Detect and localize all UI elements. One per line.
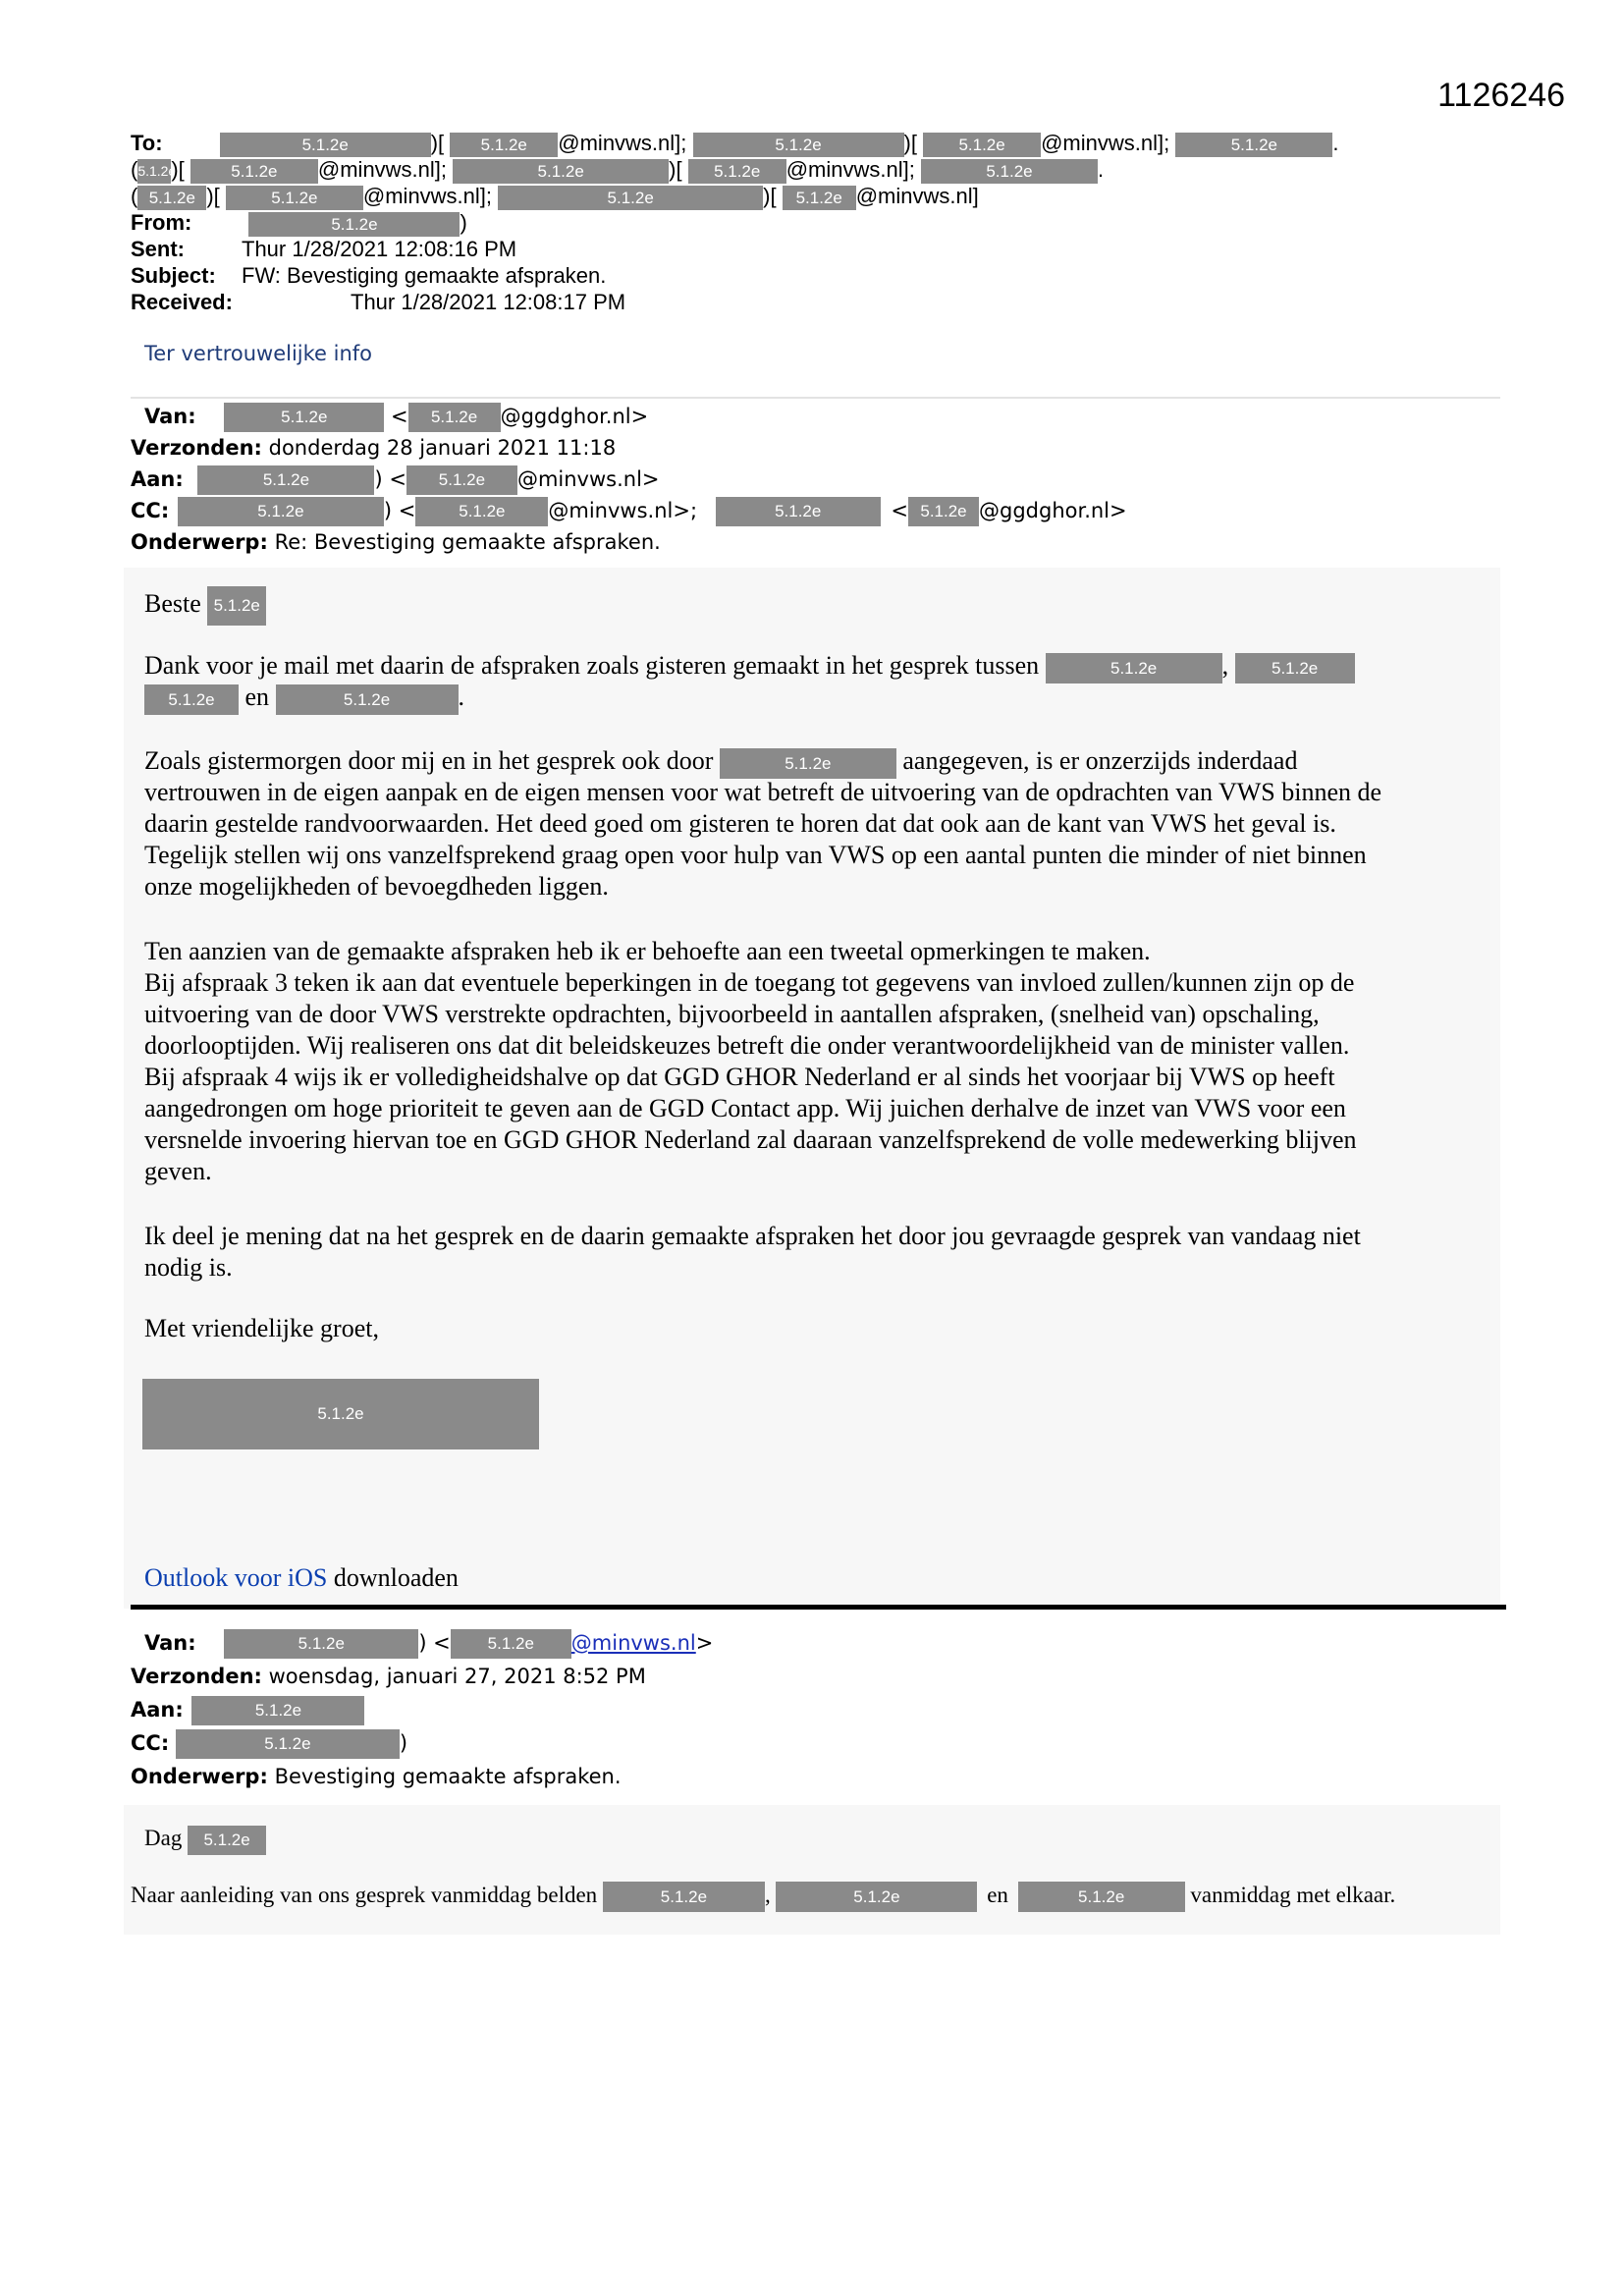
outer-to-line-1: To: 5.1.2e )[ 5.1.2e @minvws.nl]; 5.1.2e )[ 5.1.2e @minvws.nl]; 5.1.2e .	[131, 131, 1339, 155]
redaction: 5.1.2e	[226, 186, 363, 210]
msg2-aan-line	[131, 1694, 364, 1726]
redaction: 5.1.2e	[415, 497, 548, 526]
redaction: 5.1.2e	[1018, 1882, 1185, 1912]
text-line: Ik deel je mening dat na het gesprek en de daarin gemaakte afspraken het door jou gevraagde gesprek van vandaag niet	[144, 1222, 1361, 1250]
redaction: 5.1.2e	[197, 465, 374, 495]
outer-subject-line	[131, 262, 607, 289]
redaction: 5.1.2e	[276, 684, 459, 715]
text-line: Ten aanzien van de gemaakte afspraken heb ik er behoefte aan een tweetal opmerkingen te maken.	[144, 937, 1151, 965]
p2-text-a: Zoals gistermorgen door mij en in het gesprek ook door	[144, 746, 714, 775]
received-label: Received:	[131, 290, 233, 314]
text-line: Bij afspraak 3 teken ik aan dat eventuele beperkingen in de toegang tot gegevens van invloed zullen/kunnen zijn op de	[144, 968, 1355, 997]
redaction: 5.1.2e	[783, 186, 856, 210]
outlook-ios-link[interactable]: Outlook voor iOS	[144, 1563, 328, 1592]
redaction: 5.1.2e	[137, 159, 171, 184]
text-line: Bij afspraak 4 wijs ik er volledigheidshalve op dat GGD GHOR Nederland er al sinds het voorjaar bij VWS op heeft	[144, 1063, 1335, 1091]
paragraph-2-rest	[144, 777, 1381, 902]
redaction: 5.1.2e	[776, 1882, 977, 1912]
p2-text-b: aangegeven, is er onzerzijds inderdaad	[902, 746, 1298, 775]
text-line: onze mogelijkheden of bevoegdheden liggen.	[144, 872, 609, 901]
msg2-text-end: vanmiddag met elkaar.	[1190, 1883, 1396, 1907]
msg2-cc-line: CC: 5.1.2e )	[131, 1727, 407, 1760]
msg1-onderwerp-line	[131, 526, 661, 559]
sent-value: Thur 1/28/2021 12:08:16 PM	[242, 237, 517, 261]
separator: ,	[764, 1883, 771, 1907]
email-suffix-last: @minvws.nl]	[855, 184, 979, 208]
paragraph-4	[144, 1221, 1361, 1284]
forward-separator	[131, 1605, 1506, 1610]
van-label: Van:	[144, 405, 196, 428]
separator: ,	[1221, 651, 1229, 680]
msg1-van-line: Van: 5.1.2e < 5.1.2e @ggdghor.nl>	[144, 401, 648, 433]
msg2-greeting	[144, 1823, 266, 1855]
email-suffix: @minvws.nl];	[317, 157, 448, 182]
p1-end: .	[458, 683, 465, 711]
redaction: 5.1.2e	[178, 497, 384, 526]
msg1-van-email: @ggdghor.nl>	[500, 405, 649, 428]
msg2-onderwerp-value: Bevestiging gemaakte afspraken.	[274, 1765, 622, 1788]
text-line: aangedrongen om hoge prioriteit te geven aan de GGD Contact app. Wij juichen derhalve de inzet van VWS voor een	[144, 1094, 1346, 1122]
redaction: 5.1.2e	[1235, 653, 1355, 683]
redaction: 5.1.2e	[207, 586, 266, 626]
msg2-van-email-link[interactable]: @minvws.nl	[570, 1631, 696, 1655]
message-body-background	[124, 1805, 1500, 1935]
text-line: uitvoering van de door VWS verstrekte opdrachten, bijvoorbeeld in aantallen afspraken, (snelheid van) opschaling,	[144, 1000, 1320, 1028]
msg2-verzonden-value: woensdag, januari 27, 2021 8:52 PM	[268, 1665, 646, 1688]
msg1-verzonden-value: donderdag 28 januari 2021 11:18	[268, 436, 617, 460]
paragraph-2-line-1	[144, 745, 1297, 779]
msg2-onderwerp-line	[131, 1761, 622, 1793]
closing: Met vriendelijke groet,	[144, 1314, 379, 1342]
redaction: 5.1.2e	[224, 403, 384, 432]
redaction: 5.1.2e	[220, 133, 431, 157]
msg1-onderwerp-value: Re: Bevestiging gemaakte afspraken.	[274, 530, 661, 554]
signature-redaction	[142, 1379, 539, 1449]
p1-en: en	[244, 683, 270, 711]
redaction: 5.1.2e	[408, 403, 501, 432]
redaction: 5.1.2e	[908, 497, 979, 526]
outer-to-line-3: ( 5.1.2e )[ 5.1.2e @minvws.nl]; 5.1.2e )[ 5.1.2e @minvws.nl]	[131, 184, 979, 208]
msg2-line-1	[131, 1880, 1395, 1912]
aan-label: Aan:	[131, 467, 184, 491]
msg2-text-a: Naar aanleiding van ons gesprek vanmiddag belden	[131, 1883, 598, 1907]
cc-label: CC:	[131, 1731, 170, 1755]
outer-to-line-2: (5.1.2e)[ 5.1.2e @minvws.nl]; 5.1.2e )[ 5.1.2e @minvws.nl]; 5.1.2e .	[131, 157, 1105, 182]
redaction: 5.1.2e	[1046, 653, 1222, 683]
redaction: 5.1.2e	[720, 748, 896, 779]
received-value: Thur 1/28/2021 12:08:17 PM	[351, 290, 626, 314]
van-close: >	[695, 1631, 714, 1655]
aan-label: Aan:	[131, 1698, 184, 1722]
sent-label: Sent:	[131, 237, 185, 261]
paragraph-1-line-1	[144, 650, 1355, 683]
verzonden-label: Verzonden:	[131, 1665, 262, 1688]
redaction: 5.1.2e	[693, 133, 904, 157]
text-line: nodig is.	[144, 1253, 233, 1282]
outlook-rest: downloaden	[333, 1563, 459, 1592]
msg2-van-line: Van: 5.1.2e ) < 5.1.2e @minvws.nl>	[144, 1627, 713, 1660]
redaction: 5.1.2e	[716, 497, 881, 526]
from-label: From:	[131, 210, 192, 235]
redaction: 5.1.2e	[188, 1826, 266, 1855]
redaction: 5.1.2e	[453, 159, 669, 184]
greeting-text: Beste	[144, 588, 201, 618]
redaction: 5.1.2e	[498, 186, 763, 210]
email-suffix: @minvws.nl];	[558, 131, 687, 155]
p1-text: Dank voor je mail met daarin de afspraken zoals gisteren gemaakt in het gesprek tussen	[144, 651, 1040, 680]
redaction: 5.1.2e	[248, 212, 460, 237]
text-line: doorlooptijden. Wij realiseren ons dat dit beleidskeuzes betreft die onder verantwoordelijkheid van de minister vallen.	[144, 1031, 1350, 1060]
onderwerp-label: Onderwerp:	[131, 1765, 268, 1788]
redaction: 5.1.2e	[450, 133, 558, 157]
redaction: 5.1.2e	[921, 159, 1098, 184]
text-line: Tegelijk stellen wij ons vanzelfsprekend graag open voor hulp van VWS op een aantal punten die minder of niet binnen	[144, 841, 1367, 869]
confidential-note: Ter vertrouwelijke info	[144, 342, 373, 365]
outer-sent-line	[131, 236, 517, 262]
outlook-line	[144, 1562, 459, 1594]
header-divider	[131, 397, 1500, 399]
msg1-verzonden-line	[131, 432, 616, 465]
subject-label: Subject:	[131, 263, 216, 288]
greeting-text: Dag	[144, 1826, 183, 1850]
email-suffix: @minvws.nl];	[362, 184, 493, 208]
redaction: 5.1.2e	[190, 159, 318, 184]
greeting	[144, 586, 266, 626]
outer-received-line	[131, 289, 626, 315]
redaction: 5.1.2e	[451, 1629, 571, 1659]
text-line: vertrouwen in de eigen aanpak en de eigen mensen voor wat betreft de uitvoering van de opdrachten van VWS binnen de	[144, 778, 1382, 806]
redaction: 5.1.2e	[603, 1882, 765, 1912]
text-line: versnelde invoering hiervan toe en GGD GHOR Nederland zal daaraan vanzelfsprekend de volle medewerking blijven	[144, 1125, 1357, 1154]
msg1-aan-email: @minvws.nl>	[516, 467, 660, 491]
verzonden-label: Verzonden:	[131, 436, 262, 460]
redaction: 5.1.2e	[224, 1629, 418, 1659]
text-line: geven.	[144, 1157, 212, 1185]
redaction: 5.1.2e	[688, 159, 786, 184]
redaction: 5.1.2e	[191, 1696, 364, 1725]
email-suffix: @minvws.nl];	[785, 157, 915, 182]
outer-from-line: From: 5.1.2e )	[131, 210, 467, 235]
redaction: 5.1.2e	[1175, 133, 1332, 157]
cc-label: CC:	[131, 499, 170, 522]
onderwerp-label: Onderwerp:	[131, 530, 268, 554]
msg1-cc-line: CC: 5.1.2e ) < 5.1.2e @minvws.nl>; 5.1.2e < 5.1.2e @ggdghor.nl>	[131, 495, 1127, 527]
msg1-cc-email-2: @ggdghor.nl>	[979, 499, 1127, 522]
msg1-cc-email-1: @minvws.nl>;	[548, 499, 698, 522]
text-line: daarin gestelde randvoorwaarden. Het deed goed om gisteren te horen dat dat ook aan de kant van VWS het geval is.	[144, 809, 1336, 838]
redaction: 5.1.2e	[137, 186, 206, 210]
document-number: 1126246	[1437, 77, 1565, 114]
redaction: 5.1.2e	[144, 684, 239, 715]
msg2-verzonden-line	[131, 1661, 646, 1693]
van-label: Van:	[144, 1631, 196, 1655]
email-suffix: @minvws.nl];	[1041, 131, 1170, 155]
msg2-en: en	[987, 1883, 1008, 1907]
redaction: 5.1.2e	[406, 465, 517, 495]
paragraph-3	[144, 936, 1357, 1187]
redaction: 5.1.2e	[142, 1379, 539, 1449]
redaction: 5.1.2e	[176, 1729, 400, 1759]
subject-value: FW: Bevestiging gemaakte afspraken.	[242, 263, 607, 288]
to-label: To:	[131, 131, 163, 155]
redaction: 5.1.2e	[923, 133, 1041, 157]
paragraph-1-line-2	[144, 682, 464, 715]
msg1-aan-line: Aan: 5.1.2e ) < 5.1.2e @minvws.nl>	[131, 464, 660, 496]
